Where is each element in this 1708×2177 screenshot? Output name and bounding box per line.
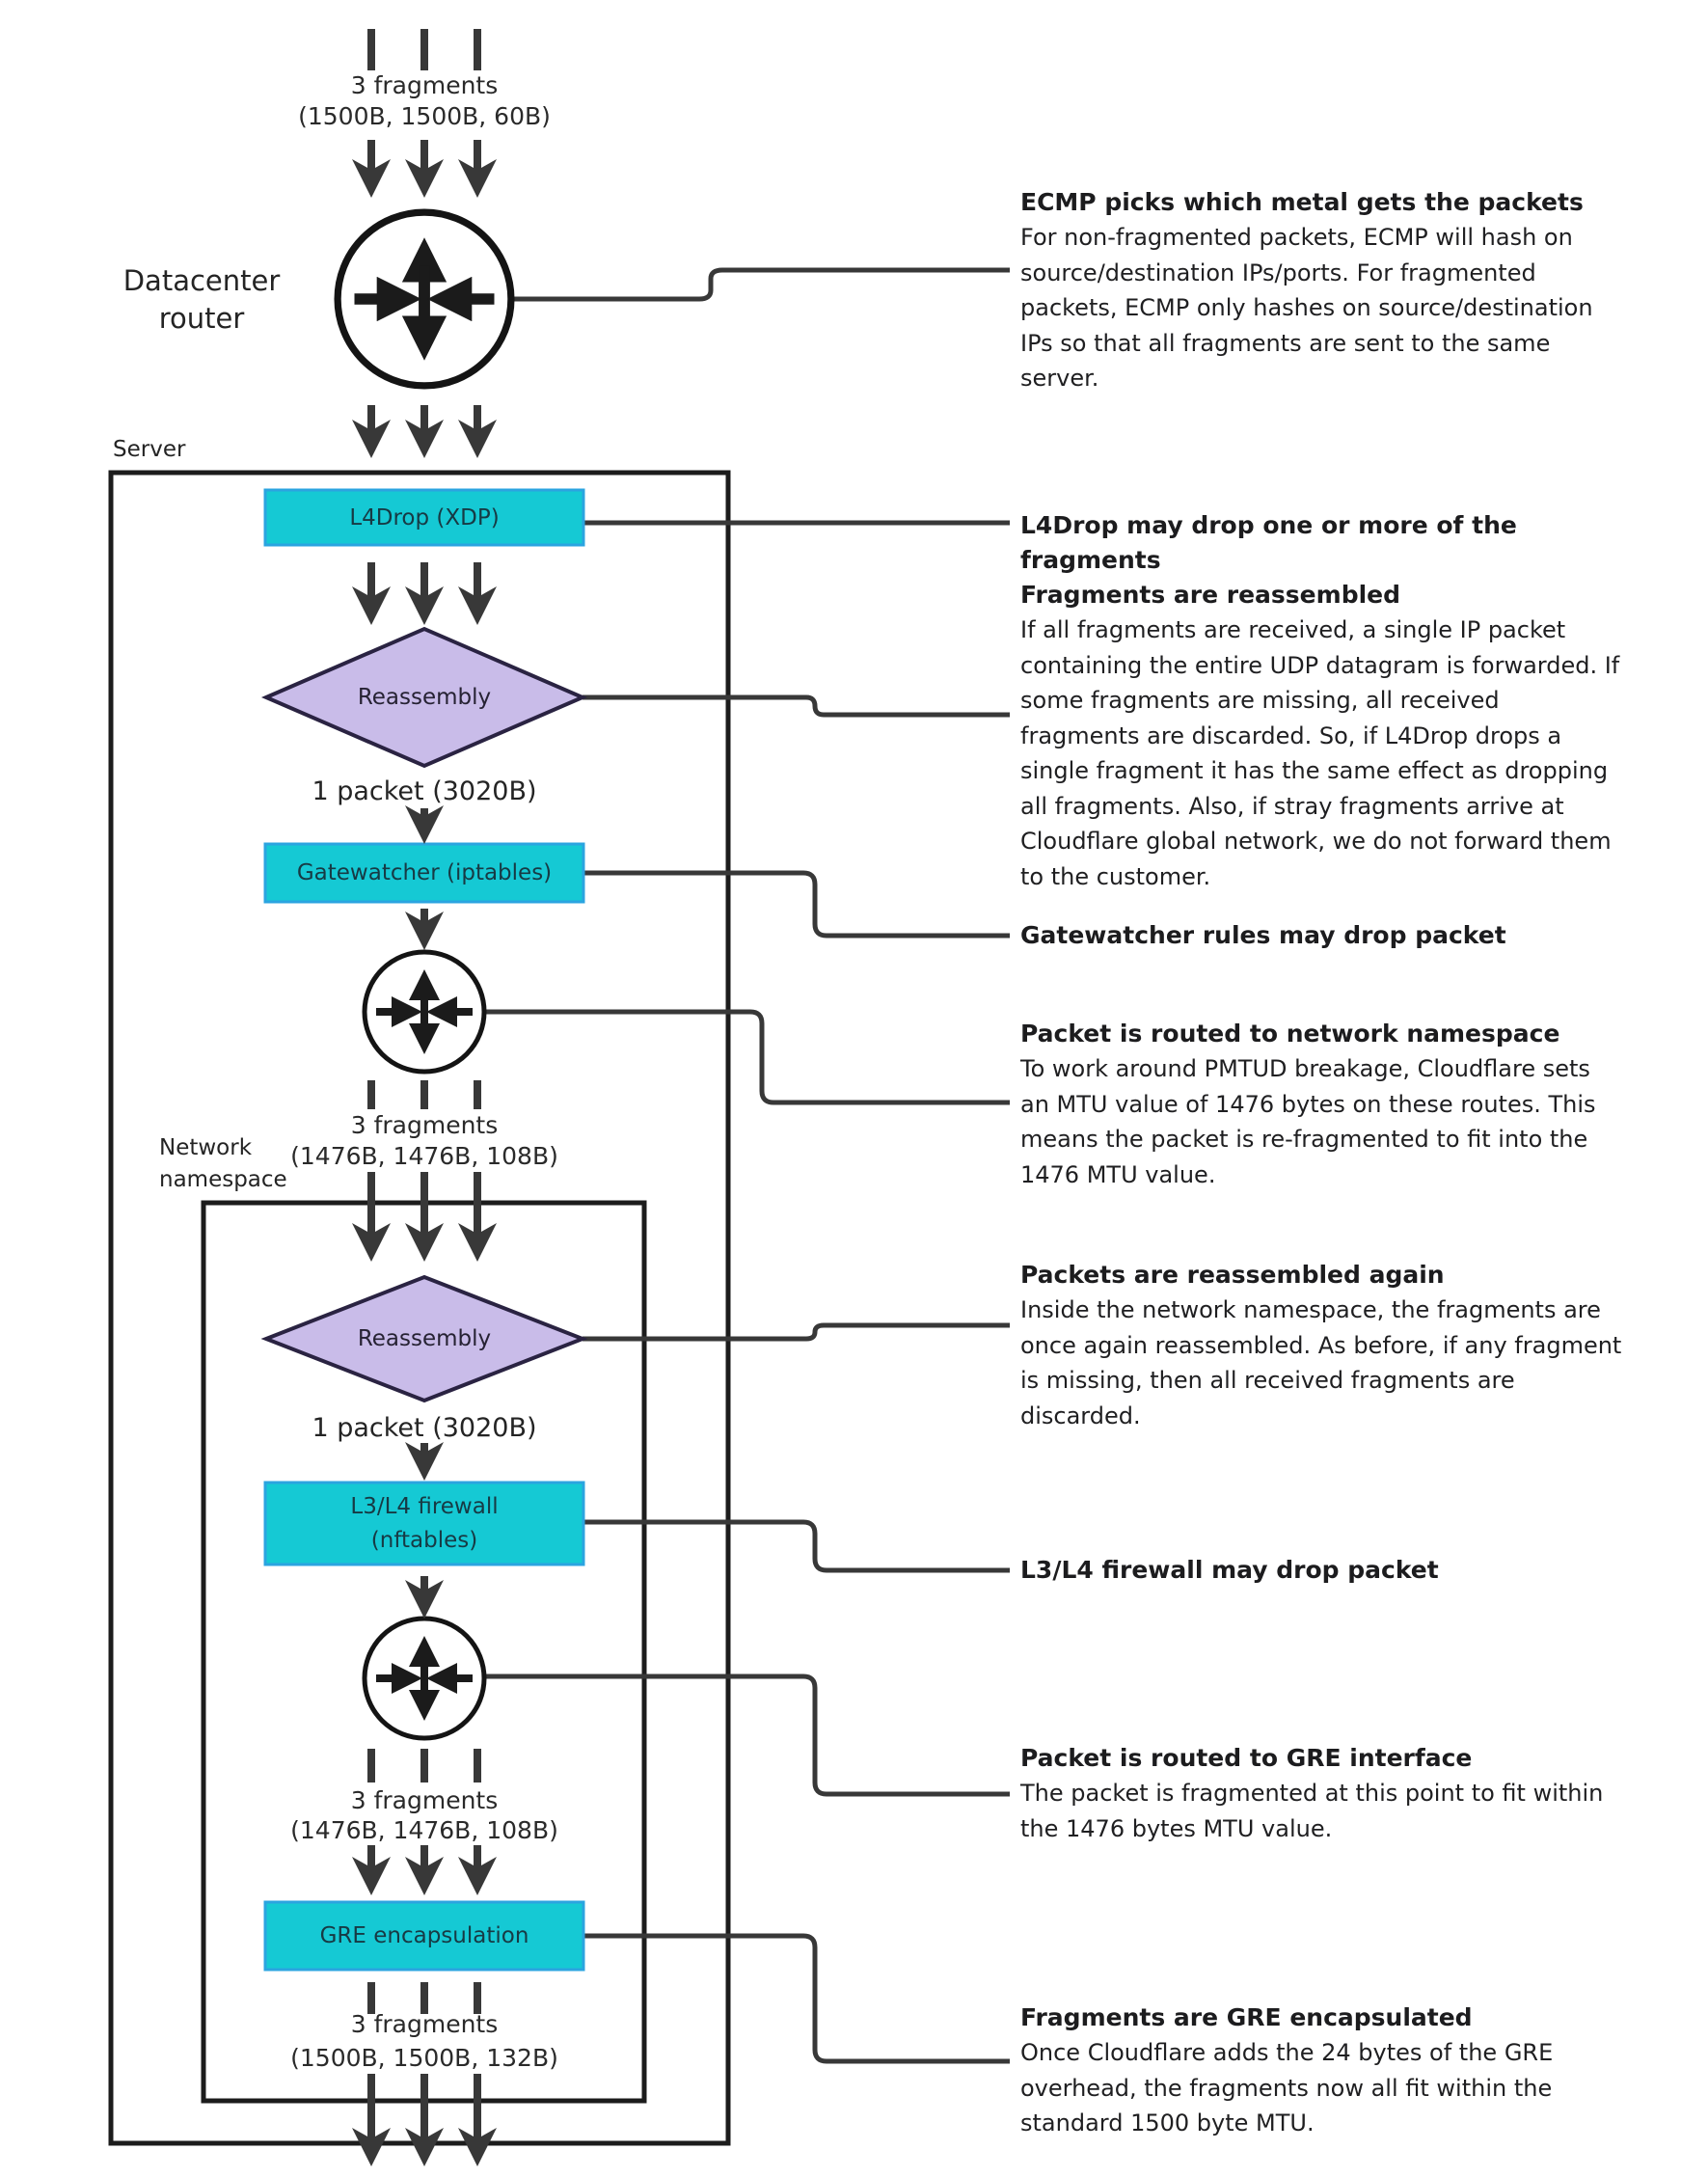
- server-label: Server: [113, 437, 186, 462]
- annotation-body: Once Cloudflare adds the 24 bytes of the GRE overhead, the fragments now all fit within the standard 1500 byte MTU.: [1020, 2039, 1554, 2136]
- connector-gre-route: [484, 1676, 1010, 1794]
- reassembly2-label: Reassembly: [357, 1326, 492, 1351]
- annotation-gatewatcher: [1020, 918, 1623, 953]
- annotation-body: The packet is fragmented at this point to fit within the 1476 bytes MTU value.: [1020, 1780, 1604, 1842]
- annotation-title: Fragments are reassembled: [1020, 581, 1401, 609]
- connector-firewall: [583, 1522, 1010, 1570]
- l4drop-box-label: L4Drop (XDP): [349, 504, 500, 531]
- route-to-namespace-router-icon: [365, 952, 484, 1072]
- annotation-gre-encap: [1020, 2000, 1623, 2141]
- packet2-label: 1 packet (3020B): [312, 1413, 537, 1443]
- annotation-reassembled: [1020, 578, 1623, 894]
- connector-reassembly1: [583, 697, 1010, 715]
- connector-ecmp: [509, 270, 1010, 299]
- datacenter-router-label: Datacenter router: [122, 264, 281, 335]
- annotation-body: Inside the network namespace, the fragments are once again reassembled. As before, if any fragment is missing, then all received fragments are discarded.: [1020, 1296, 1622, 1429]
- annotation-route-namespace: [1020, 1017, 1623, 1192]
- fragments-gre-out-sizes: (1500B, 1500B, 132B): [290, 2044, 558, 2072]
- fragments-top-label: 3 fragments: [350, 71, 499, 99]
- fragments-gre-out-label: 3 fragments: [350, 2010, 499, 2038]
- annotation-title: Packet is routed to GRE interface: [1020, 1744, 1473, 1772]
- route-to-gre-router-icon: [365, 1619, 484, 1738]
- annotation-title: ECMP picks which metal gets the packets: [1020, 188, 1584, 216]
- annotation-body: To work around PMTUD breakage, Cloudflare sets an MTU value of 1476 bytes on these routes. This means the packet is re-fragmented to fit into the 1476 MTU value.: [1020, 1055, 1596, 1188]
- annotation-title: Fragments are GRE encapsulated: [1020, 2003, 1473, 2031]
- annotation-title: Packets are reassembled again: [1020, 1261, 1445, 1289]
- fragments-gre-in-label: 3 fragments: [350, 1786, 499, 1814]
- fragments-mid-sizes: (1476B, 1476B, 108B): [290, 1142, 558, 1170]
- gatewatcher-box-label: Gatewatcher (iptables): [296, 860, 553, 885]
- annotation-gre-route: [1020, 1741, 1623, 1846]
- annotation-title: Gatewatcher rules may drop packet: [1020, 921, 1506, 949]
- firewall-label-line2: (nftables): [370, 1527, 478, 1553]
- connector-gatewatcher: [583, 873, 1010, 936]
- annotation-title: L4Drop may drop one or more of the fragments: [1020, 511, 1517, 574]
- connector-route-namespace: [484, 1012, 1010, 1102]
- annotation-body: For non-fragmented packets, ECMP will hash on source/destination IPs/ports. For fragmented packets, ECMP only hashes on source/destination IPs so that all fragments are sent to the same server.: [1020, 224, 1593, 392]
- annotation-ecmp: [1020, 185, 1623, 396]
- annotation-body: If all fragments are received, a single IP packet containing the entire UDP datagram is forwarded. If some fragments are missing, all received fragments are discarded. So, if L4Drop drops a single fragment it has the same effect as dropping all fragments. Also, if stray fragments arrive at Cloudflare global network, we do not forward them to the customer.: [1020, 616, 1620, 890]
- annotation-title: L3/L4 firewall may drop packet: [1020, 1556, 1439, 1584]
- fragments-top-sizes: (1500B, 1500B, 60B): [298, 102, 551, 130]
- annotation-firewall: [1020, 1553, 1623, 1588]
- network-namespace-label: Network namespace: [159, 1135, 287, 1192]
- fragments-mid-label: 3 fragments: [350, 1111, 499, 1139]
- fragments-gre-in-sizes: (1476B, 1476B, 108B): [290, 1816, 558, 1844]
- packet1-label: 1 packet (3020B): [312, 776, 537, 806]
- annotation-l4drop: [1020, 508, 1623, 578]
- firewall-box-label: [265, 1483, 583, 1565]
- connector-gre-encap: [583, 1936, 1010, 2061]
- gre-box-label: GRE encapsulation: [319, 1923, 529, 1948]
- annotation-title: Packet is routed to network namespace: [1020, 1020, 1560, 1048]
- firewall-label-line1: L3/L4 firewall: [350, 1493, 499, 1519]
- annotation-reassembled-again: [1020, 1258, 1623, 1433]
- reassembly1-label: Reassembly: [357, 685, 492, 710]
- datacenter-router-icon: [338, 212, 511, 386]
